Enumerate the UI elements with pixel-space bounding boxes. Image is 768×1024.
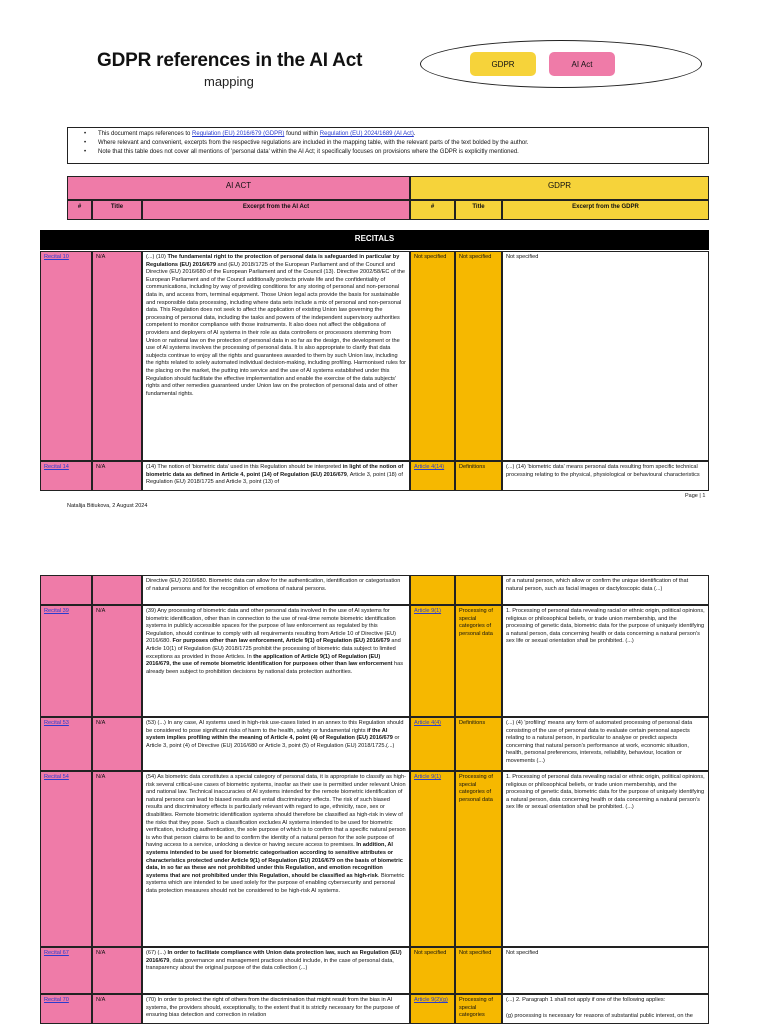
recital-10-link[interactable]: Recital 10: [44, 254, 69, 260]
page-number: Page | 1: [685, 493, 706, 499]
document-subtitle: mapping: [204, 74, 254, 89]
row-number-cell: [40, 251, 92, 461]
gdpr-number-cell: [410, 605, 455, 717]
ai-excerpt-cell: (39) Any processing of biometric data and other personal data involved in the use of AI systems for biometric identification, other than in connection to the use of real-time remote biometric identification systems in publicly accessible spaces for the purpose of law enforcement as regulated by this Regulation, should continue to comply with all requirements resulting from Article 10 of Directive (EU) 2016/680. For purposes other than law enforcement, Article 9(1) of Regulation (EU) 2016/679 and Article 10(1) of Regulation (EU) 2018/1725 prohibit the processing of biometric data subject to limited exceptions as provided in those Articles. In the application of Article 9(1) of Regulation (EU) 2016/679, the use of remote biometric identification for purposes other than law enforcement has already been subject to prohibition decisions by national data protection authorities.: [142, 605, 410, 717]
recital-53-link[interactable]: Recital 53: [44, 720, 69, 726]
document-title: GDPR references in the AI Act: [97, 50, 363, 71]
gdpr-number-cell: [410, 717, 455, 771]
note-item: • This document maps references to Regulation (EU) 2016/679 (GDPR) found within Regulation (EU) 2024/1689 (AI Act).: [84, 130, 708, 139]
page-gap: [0, 540, 768, 575]
document-page-2: [0, 575, 768, 1024]
gdpr-excerpt-cell: of a natural person, which allow or confirm the unique identification of that natural person, such as facial images or dactyloscopic data (...): [502, 575, 709, 605]
row-number-cell: [40, 994, 92, 1024]
row-number-cell: [40, 771, 92, 947]
ai-excerpt-cell: (67) (...) In order to facilitate compliance with Union data protection law, such as Regulation (EU) 2016/679, data governance and management practices should include, in the case of personal data, transparency about the original purpose of the data collection (...): [142, 947, 410, 994]
recital-67-link[interactable]: Recital 67: [44, 950, 69, 956]
row-number-cell: [40, 575, 92, 605]
gdpr-number-cell: Not specified: [410, 251, 455, 461]
row-title-cell: N/A: [92, 771, 142, 947]
ai-excerpt-cell: (14) The notion of 'biometric data' used in this Regulation should be interpreted in light of the notion of biometric data as defined in Article 4, point (14) of Regulation (EU) 2016/679, Article 3, point (18) of Regulation (EU) 2018/1725 and Article 3, point (13) of: [142, 461, 410, 491]
col-header-gdpr-title: Title: [455, 200, 502, 220]
gdpr-title-cell: Processing of special categories of personal data: [455, 605, 502, 717]
article-4-4-link[interactable]: Article 4(4): [414, 720, 442, 726]
notes-box: [67, 127, 709, 164]
legend-gdpr-chip: GDPR: [470, 52, 536, 76]
row-title-cell: N/A: [92, 947, 142, 994]
row-number-cell: [40, 605, 92, 717]
row-title-cell: N/A: [92, 461, 142, 491]
gdpr-excerpt-cell: 1. Processing of personal data revealing racial or ethnic origin, political opinions, religious or philosophical beliefs, or trade union membership, and the processing of genetic data, biometric data for the purpose of uniquely identifying a natural person, data concerning health or data concerning a natural person's sex life or sexual orientation shall be prohibited. (...): [502, 605, 709, 717]
gdpr-title-cell: Processing of special categories of personal data: [455, 771, 502, 947]
col-header-gdpr-excerpt: Excerpt from the GDPR: [502, 200, 709, 220]
gdpr-title-cell: Processing of special categories: [455, 994, 502, 1024]
row-title-cell: N/A: [92, 717, 142, 771]
article-4-14-link[interactable]: Article 4(14): [414, 464, 445, 470]
gdpr-excerpt-cell: 1. Processing of personal data revealing racial or ethnic origin, political opinions, religious or philosophical beliefs, or trade union membership, and the processing of genetic data, biometric data for the purpose of uniquely identifying a natural person, data concerning health or data concerning a natural person's sex life or sexual orientation shall be prohibited. (...): [502, 771, 709, 947]
article-9-2-g-link[interactable]: Article 9(2)(g): [414, 997, 448, 1003]
col-header-ai-excerpt: Excerpt from the AI Act: [142, 200, 410, 220]
col-header-title: Title: [92, 200, 142, 220]
gdpr-link[interactable]: Regulation (EU) 2016/679 (GDPR): [192, 131, 285, 137]
ai-act-link[interactable]: Regulation (EU) 2024/1689 (AI Act): [319, 131, 414, 137]
ai-excerpt-cell: (...) (10) The fundamental right to the protection of personal data is safeguarded in particular by Regulations (EU) 2016/679 and (EU) 2018/1725 of the European Parliament and of the Council and Directive (EU) 2016/680 of the European Parliament and of the Council (13). Directive 2002/58/EC of the European Parliament and of the Council additionally protects private life and the confidentiality of communications, including by way of providing conditions for any storing of personal and non-personal data in, and access from, terminal equipment. Those Union legal acts provide the basis for sustainable and responsible data processing, including where data sets include a mix of personal and non-personal data. This Regulation does not seek to affect the application of existing Union law governing the processing of personal data, including the tasks and powers of the independent supervisory authorities competent to monitor compliance with those instruments. It also does not affect the obligations of providers and deployers of AI systems in their role as data controllers or processors stemming from Union or national law on the protection of personal data in so far as the design, the development or the use of AI systems involves the processing of personal data. It is also appropriate to clarify that data subjects continue to enjoy all the rights and guarantees awarded to them by such Union law, including the rights related to solely automated individual decision-making, including profiling. Harmonised rules for the placing on the market, the putting into service and the use of AI systems established under this Regulation should facilitate the effective implementation and enable the exercise of the data subjects' rights and other remedies guaranteed under Union law on the protection of personal data and of other fundamental rights.: [142, 251, 410, 461]
gdpr-excerpt-cell: Not specified: [502, 947, 709, 994]
gdpr-header: GDPR: [410, 176, 709, 200]
recital-14-link[interactable]: Recital 14: [44, 464, 69, 470]
row-title-cell: N/A: [92, 251, 142, 461]
gdpr-title-cell: Not specified: [455, 251, 502, 461]
article-9-1-link[interactable]: Article 9(1): [414, 774, 442, 780]
note-item: • Where relevant and convenient, excerpts from the respective regulations are included in the mapping table, with the relevant parts of the text bolded by the author.: [84, 139, 708, 148]
row-title-cell: N/A: [92, 605, 142, 717]
recital-39-link[interactable]: Recital 39: [44, 608, 69, 614]
col-header-number: #: [67, 200, 92, 220]
gdpr-number-cell: [410, 461, 455, 491]
gdpr-title-cell: [455, 575, 502, 605]
section-header-recitals: RECITALS: [40, 230, 709, 250]
recital-54-link[interactable]: Recital 54: [44, 774, 69, 780]
row-number-cell: [40, 947, 92, 994]
gdpr-title-cell: Definitions: [455, 717, 502, 771]
ai-excerpt-cell: (53) (...) In any case, AI systems used in high-risk use-cases listed in an annex to this Regulation should be considered to pose significant risks of harm to the health, safety or fundamental rights if the AI system implies profiling within the meaning of Article 4, point (4) of Regulation (EU) 2016/679 or Article 3, point (4) of Directive (EU) 2016/680 or Article 3, point (5) of Regulation (EU) 2018/1725.(...): [142, 717, 410, 771]
gdpr-number-cell: Not specified: [410, 947, 455, 994]
gdpr-excerpt-cell: (...) (14) 'biometric data' means personal data resulting from specific technical processing relating to the physical, physiological or behavioural characteristics: [502, 461, 709, 491]
row-number-cell: [40, 461, 92, 491]
col-header-gdpr-number: #: [410, 200, 455, 220]
gdpr-excerpt-cell: (...) 2. Paragraph 1 shall not apply if one of the following applies: (g) processing is necessary for reasons of substantial public interest, on the: [502, 994, 709, 1024]
ai-act-header: AI ACT: [67, 176, 410, 200]
gdpr-number-cell: [410, 575, 455, 605]
recital-70-link[interactable]: Recital 70: [44, 997, 69, 1003]
author-footer: Natalija Bitiukova, 2 August 2024: [67, 503, 148, 509]
gdpr-title-cell: Definitions: [455, 461, 502, 491]
ai-excerpt-cell: (70) In order to protect the right of others from the discrimination that might result from the bias in AI systems, the providers should, exceptionally, to the extent that it is strictly necessary for the purpose of ensuring bias detection and correction in relation: [142, 994, 410, 1024]
article-9-1-link[interactable]: Article 9(1): [414, 608, 442, 614]
gdpr-excerpt-cell: (...) (4) 'profiling' means any form of automated processing of personal data consisting of the use of personal data to evaluate certain personal aspects relating to a natural person, in particular to analyse or predict aspects concerning that natural person's performance at work, economic situation, health, personal preferences, interests, reliability, behaviour, location or movements (...): [502, 717, 709, 771]
gdpr-excerpt-cell: Not specified: [502, 251, 709, 461]
row-number-cell: [40, 717, 92, 771]
ai-excerpt-cell: Directive (EU) 2016/680. Biometric data can allow for the authentication, identification or categorisation of natural persons and for the recognition of emotions of natural persons.: [142, 575, 410, 605]
ai-excerpt-cell: (54) As biometric data constitutes a special category of personal data, it is appropriate to classify as high-risk several critical-use cases of biometric systems, insofar as their use is permitted under relevant Union and national law. Technical inaccuracies of AI systems intended for the remote biometric identification of natural persons can lead to biased results and entail discriminatory effects. The risk of such biased results and discriminatory effects is particularly relevant with regard to age, ethnicity, race, sex or disabilities. Remote biometric identification systems should therefore be classified as high-risk in view of the risks that they pose. Such a classification excludes AI systems intended to be used for biometric verification, including authentication, the sole purpose of which is to confirm that a specific natural person is who that person claims to be and to confirm the identity of a natural person for the sole purpose of having access to a service, unlocking a device or having secure access to premises. In addition, AI systems intended to be used for biometric categorisation according to sensitive attributes or characteristics protected under Article 9(1) of Regulation (EU) 2016/679 on the basis of biometric data, in so far as these are not prohibited under this Regulation, and emotion recognition systems that are not prohibited under this Regulation, should be classified as high-risk. Biometric systems which are intended to be used solely for the purpose of enabling cybersecurity and personal data protection measures should not be considered to be high-risk AI systems.: [142, 771, 410, 947]
row-title-cell: N/A: [92, 994, 142, 1024]
row-title-cell: [92, 575, 142, 605]
gdpr-title-cell: Not specified: [455, 947, 502, 994]
note-item: • Note that this table does not cover all mentions of 'personal data' within the AI Act; it specifically focuses on provisions where the GDPR is explicitly mentioned.: [84, 148, 708, 157]
gdpr-number-cell: [410, 994, 455, 1024]
legend-ai-act-chip: AI Act: [549, 52, 615, 76]
gdpr-number-cell: [410, 771, 455, 947]
